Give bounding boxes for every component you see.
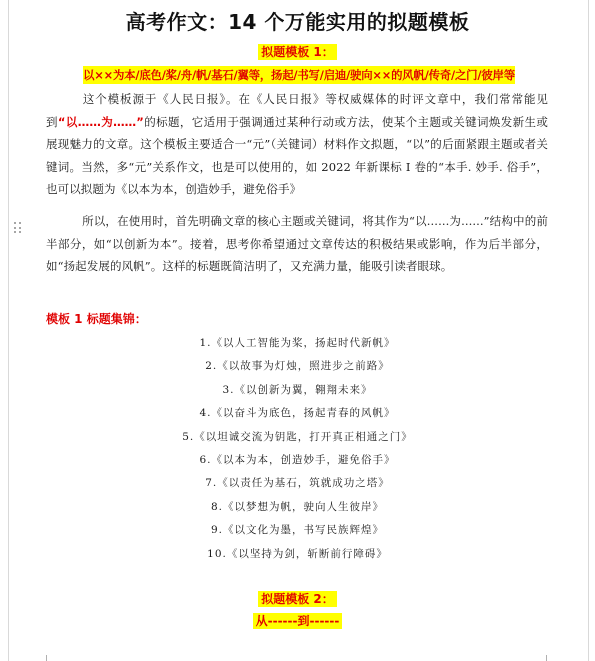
list-item: 2.《以故事为灯烛，照进步之前路》 [205,360,390,373]
template2-pattern-wrap [0,612,595,629]
template1-collection-label: 模板 1 标题集锦： [46,312,147,326]
template1-example-list [0,332,595,566]
template2-heading-wrap [0,590,595,607]
template1-paragraph-1 [46,88,548,201]
list-item: 4.《以奋斗为底色，扬起青春的风帆》 [199,407,396,420]
drag-handle-icon[interactable] [14,222,22,234]
list-item: 3.《以创新为翼，翱翔未来》 [222,383,373,396]
list-item: 9.《以文化为墨，书写民族辉煌》 [210,524,385,537]
template1-pattern-wrap [46,67,552,83]
list-item: 7.《以责任为基石，筑就成功之塔》 [205,477,390,490]
list-item: 10.《以坚持为剑，斩断前行障碍》 [207,547,388,560]
template1-heading: 拟题模板 1： [258,44,337,60]
list-item: 8.《以梦想为帆，驶向人生彼岸》 [210,500,385,513]
template1-pattern: 以××为本/底色/桨/舟/帆/基石/翼等，扬起/书写/启迪/驶向××的风帆/传奇/之门/彼岸等 [83,68,515,82]
template1-heading-wrap [0,43,595,60]
template2-pattern: 从------到------ [253,613,343,629]
document-title: 高考作文：14 个万能实用的拟题模板 [125,10,470,34]
para1-text-after: 的标题，它适用于强调通过某种行动或方法，使某个主题或关键词焕发新生或展现魅力的文章。这个模板主要适合一“元”（关键词）材料作文拟题，“以”的后面紧跟主题或者关键词。当然，多“元”关系作文，也是可以使用的，如 2022 年新课标 I 卷的“本手. 妙手. 俗手”，也可以拟题为《以本为本，创造妙手，避免俗手》 [46,114,548,197]
page-corner-mark-left [36,655,47,661]
para2-text: 所以，在使用时，首先明确文章的核心主题或关键词，将其作为“以......为......”结构中的前半部分，如“以创新为本”。接着，思考你希望通过文章传达的积极结果或影响，作为后半部分，如“扬起发展的风帆”。这样的标题既简洁明了，又充满力量，能吸引读者眼球。 [46,214,548,274]
list-item: 5.《以坦诚交流为钥匙，打开真正相通之门》 [182,430,413,443]
template2-heading: 拟题模板 2： [258,591,337,607]
template1-paragraph-2 [46,210,548,278]
list-item: 6.《以本为本，创造妙手，避免俗手》 [199,453,396,466]
list-item: 1.《以人工智能为桨，扬起时代新帆》 [199,337,396,349]
page-corner-mark-right [546,655,557,661]
para1-text-before: 这个模板源于《人民日报》。在《人民日报》等权威媒体的时评文章中，我们常常能见到 [46,92,548,129]
para1-red-phrase: “以……为……” [57,114,144,129]
